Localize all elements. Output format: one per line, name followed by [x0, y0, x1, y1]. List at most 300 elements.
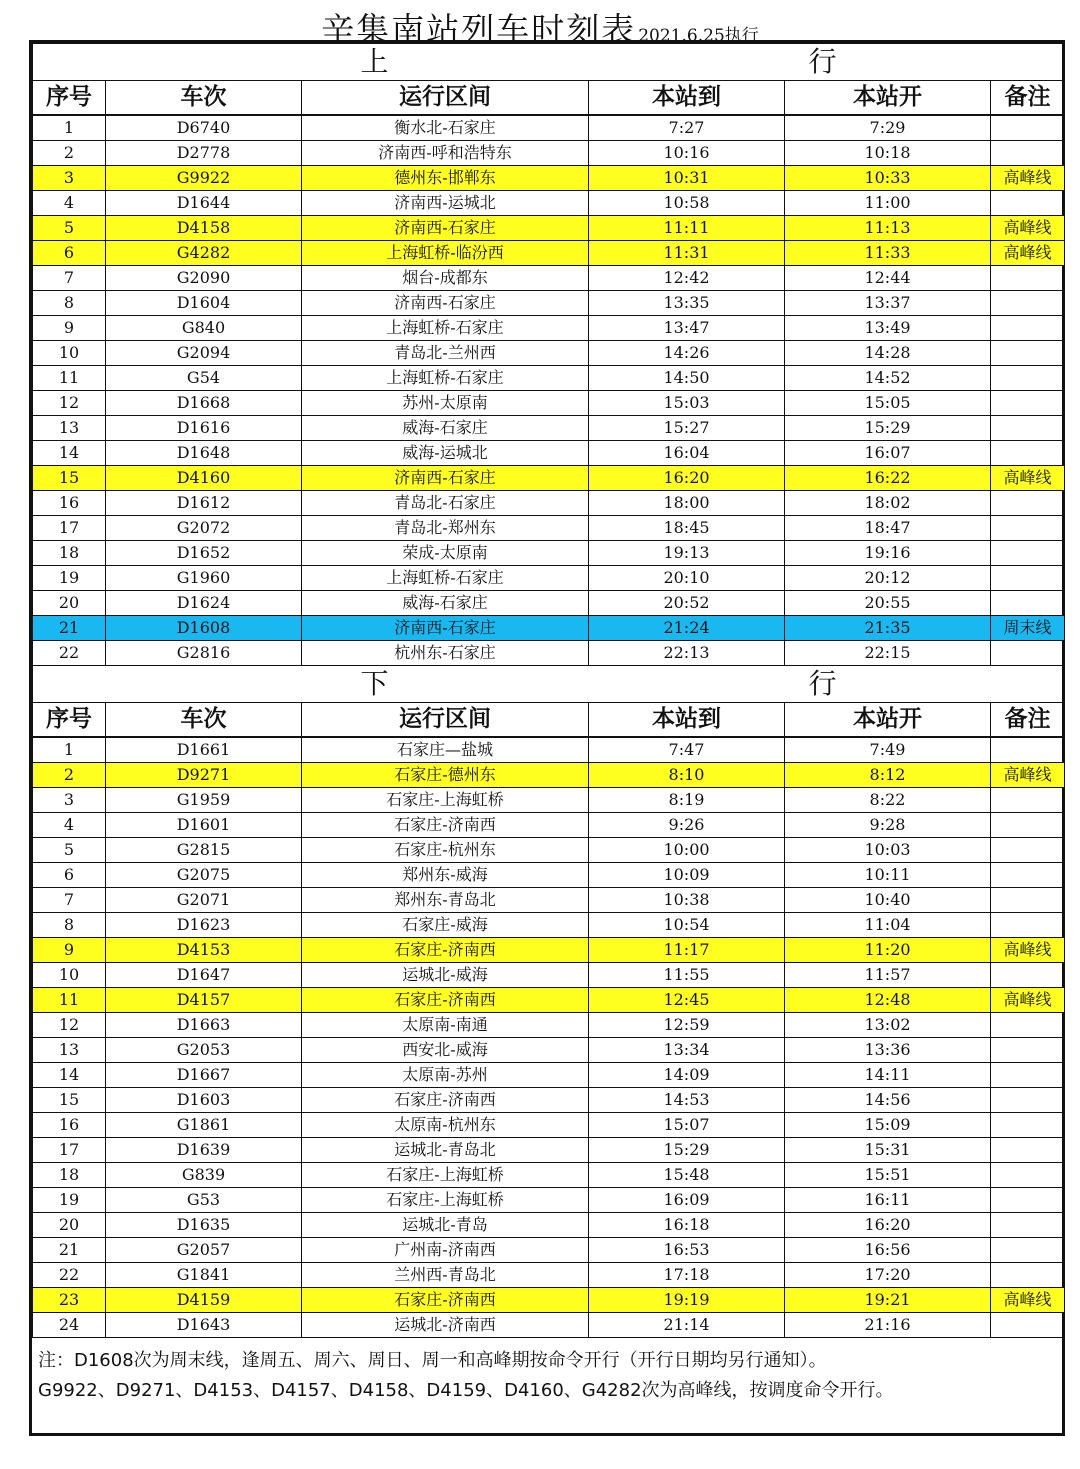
- table-row: [33, 988, 1065, 1013]
- departure-time: 10:18: [785, 141, 991, 166]
- remark: [991, 1238, 1065, 1263]
- route: 西安北-威海: [302, 1038, 589, 1063]
- arrival-time: 15:48: [589, 1163, 785, 1188]
- remark: 高峰线: [991, 988, 1065, 1013]
- remark: [991, 1113, 1065, 1138]
- arrival-time: 18:00: [589, 491, 785, 516]
- remark: [991, 1138, 1065, 1163]
- table-row: [33, 166, 1065, 191]
- departure-time: 13:49: [785, 316, 991, 341]
- departure-time: 13:37: [785, 291, 991, 316]
- footnote-line-2: G9922、D9271、D4153、D4157、D4158、D4159、D4160、G4282次为高峰线，按调度命令开行。: [38, 1380, 894, 1401]
- train-number: D4153: [106, 938, 302, 963]
- arrival-time: 14:53: [589, 1088, 785, 1113]
- departure-time: 15:05: [785, 391, 991, 416]
- arrival-time: 7:27: [589, 115, 785, 141]
- train-number: G1960: [106, 566, 302, 591]
- route: 石家庄-杭州东: [302, 838, 589, 863]
- down-direction-label: [33, 666, 1065, 703]
- down-direction-row: [33, 666, 1065, 703]
- arrival-time: 10:00: [589, 838, 785, 863]
- row-number: 1: [33, 737, 106, 763]
- row-number: 16: [33, 491, 106, 516]
- train-number: G2071: [106, 888, 302, 913]
- arrival-time: 19:13: [589, 541, 785, 566]
- arrival-time: 11:11: [589, 216, 785, 241]
- departure-time: 11:20: [785, 938, 991, 963]
- arrival-time: 19:19: [589, 1288, 785, 1313]
- row-number: 4: [33, 813, 106, 838]
- row-number: 6: [33, 241, 106, 266]
- up-header-row: [33, 81, 1065, 116]
- down-label-left: 下: [360, 667, 389, 700]
- remark: [991, 366, 1065, 391]
- train-number: D1635: [106, 1213, 302, 1238]
- route: 荣成-太原南: [302, 541, 589, 566]
- route: 上海虹桥-石家庄: [302, 366, 589, 391]
- departure-time: 15:29: [785, 416, 991, 441]
- arrival-time: 10:54: [589, 913, 785, 938]
- train-number: G2075: [106, 863, 302, 888]
- remark: [991, 1188, 1065, 1213]
- header-arrive: 本站到: [589, 81, 785, 116]
- arrival-time: 14:26: [589, 341, 785, 366]
- departure-time: 16:11: [785, 1188, 991, 1213]
- remark: [991, 813, 1065, 838]
- departure-time: 11:33: [785, 241, 991, 266]
- train-number: D4160: [106, 466, 302, 491]
- remark: [991, 1163, 1065, 1188]
- route: 太原南-苏州: [302, 1063, 589, 1088]
- remark: [991, 291, 1065, 316]
- row-number: 22: [33, 641, 106, 666]
- remark: [991, 591, 1065, 616]
- train-number: G4282: [106, 241, 302, 266]
- up-label-left: 上: [360, 45, 389, 78]
- route: 烟台-成都东: [302, 266, 589, 291]
- table-row: [33, 888, 1065, 913]
- route: 石家庄-济南西: [302, 813, 589, 838]
- arrival-time: 16:09: [589, 1188, 785, 1213]
- route: 威海-石家庄: [302, 416, 589, 441]
- train-number: G1959: [106, 788, 302, 813]
- row-number: 13: [33, 1038, 106, 1063]
- row-number: 4: [33, 191, 106, 216]
- arrival-time: 14:09: [589, 1063, 785, 1088]
- header-train: 车次: [106, 703, 302, 738]
- row-number: 3: [33, 166, 106, 191]
- table-row: [33, 963, 1065, 988]
- table-row: [33, 1113, 1065, 1138]
- arrival-time: 9:26: [589, 813, 785, 838]
- departure-time: 15:09: [785, 1113, 991, 1138]
- timetable: [32, 43, 1065, 1338]
- arrival-time: 15:07: [589, 1113, 785, 1138]
- row-number: 11: [33, 366, 106, 391]
- row-number: 24: [33, 1313, 106, 1338]
- route: 青岛北-石家庄: [302, 491, 589, 516]
- train-number: D6740: [106, 115, 302, 141]
- route: 石家庄—盐城: [302, 737, 589, 763]
- train-number: G9922: [106, 166, 302, 191]
- route: 威海-运城北: [302, 441, 589, 466]
- train-number: G2090: [106, 266, 302, 291]
- arrival-time: 12:59: [589, 1013, 785, 1038]
- route: 衡水北-石家庄: [302, 115, 589, 141]
- table-row: [33, 641, 1065, 666]
- table-row: [33, 241, 1065, 266]
- departure-time: 18:02: [785, 491, 991, 516]
- train-number: D1667: [106, 1063, 302, 1088]
- route: 济南西-运城北: [302, 191, 589, 216]
- remark: [991, 1213, 1065, 1238]
- row-number: 10: [33, 341, 106, 366]
- route: 太原南-杭州东: [302, 1113, 589, 1138]
- table-row: [33, 366, 1065, 391]
- arrival-time: 11:55: [589, 963, 785, 988]
- train-number: G2057: [106, 1238, 302, 1263]
- arrival-time: 15:29: [589, 1138, 785, 1163]
- departure-time: 12:48: [785, 988, 991, 1013]
- train-number: D1612: [106, 491, 302, 516]
- remark: [991, 316, 1065, 341]
- train-number: G54: [106, 366, 302, 391]
- header-remark: 备注: [991, 81, 1065, 116]
- route: 广州南-济南西: [302, 1238, 589, 1263]
- train-number: G1861: [106, 1113, 302, 1138]
- arrival-time: 16:20: [589, 466, 785, 491]
- remark: 高峰线: [991, 1288, 1065, 1313]
- remark: [991, 838, 1065, 863]
- remark: [991, 788, 1065, 813]
- arrival-time: 11:31: [589, 241, 785, 266]
- row-number: 6: [33, 863, 106, 888]
- table-row: [33, 838, 1065, 863]
- route: 上海虹桥-临汾西: [302, 241, 589, 266]
- table-row: [33, 616, 1065, 641]
- train-number: D1639: [106, 1138, 302, 1163]
- table-row: [33, 191, 1065, 216]
- route: 郑州东-威海: [302, 863, 589, 888]
- route: 济南西-石家庄: [302, 216, 589, 241]
- remark: [991, 1313, 1065, 1338]
- route: 青岛北-兰州西: [302, 341, 589, 366]
- row-number: 14: [33, 1063, 106, 1088]
- departure-time: 11:13: [785, 216, 991, 241]
- route: 石家庄-济南西: [302, 1088, 589, 1113]
- remark: [991, 391, 1065, 416]
- departure-time: 17:20: [785, 1263, 991, 1288]
- row-number: 7: [33, 888, 106, 913]
- header-depart: 本站开: [785, 81, 991, 116]
- row-number: 5: [33, 838, 106, 863]
- table-row: [33, 516, 1065, 541]
- arrival-time: 15:03: [589, 391, 785, 416]
- table-row: [33, 1263, 1065, 1288]
- row-number: 2: [33, 763, 106, 788]
- train-number: G2815: [106, 838, 302, 863]
- train-number: D1624: [106, 591, 302, 616]
- route: 石家庄-上海虹桥: [302, 788, 589, 813]
- departure-time: 13:36: [785, 1038, 991, 1063]
- remark: [991, 141, 1065, 166]
- route: 济南西-石家庄: [302, 616, 589, 641]
- arrival-time: 21:24: [589, 616, 785, 641]
- remark: [991, 341, 1065, 366]
- departure-time: 8:12: [785, 763, 991, 788]
- row-number: 15: [33, 466, 106, 491]
- remark: [991, 115, 1065, 141]
- remark: [991, 1263, 1065, 1288]
- remark: [991, 641, 1065, 666]
- route: 运城北-济南西: [302, 1313, 589, 1338]
- departure-time: 16:22: [785, 466, 991, 491]
- row-number: 21: [33, 1238, 106, 1263]
- departure-time: 21:16: [785, 1313, 991, 1338]
- title-text: 辛集南站列车时刻表: [321, 10, 637, 49]
- remark: [991, 441, 1065, 466]
- train-number: D1608: [106, 616, 302, 641]
- header-route: 运行区间: [302, 81, 589, 116]
- departure-time: 14:56: [785, 1088, 991, 1113]
- row-number: 9: [33, 938, 106, 963]
- arrival-time: 7:47: [589, 737, 785, 763]
- row-number: 2: [33, 141, 106, 166]
- train-number: D1648: [106, 441, 302, 466]
- arrival-time: 8:19: [589, 788, 785, 813]
- remark: 高峰线: [991, 241, 1065, 266]
- train-number: D9271: [106, 763, 302, 788]
- arrival-time: 17:18: [589, 1263, 785, 1288]
- arrival-time: 12:45: [589, 988, 785, 1013]
- arrival-time: 13:35: [589, 291, 785, 316]
- departure-time: 19:21: [785, 1288, 991, 1313]
- train-number: G840: [106, 316, 302, 341]
- table-row: [33, 591, 1065, 616]
- table-row: [33, 416, 1065, 441]
- row-number: 18: [33, 541, 106, 566]
- route: 德州东-邯郸东: [302, 166, 589, 191]
- arrival-time: 16:53: [589, 1238, 785, 1263]
- route: 运城北-青岛北: [302, 1138, 589, 1163]
- row-number: 23: [33, 1288, 106, 1313]
- table-row: [33, 566, 1065, 591]
- departure-time: 7:49: [785, 737, 991, 763]
- departure-time: 16:56: [785, 1238, 991, 1263]
- table-row: [33, 115, 1065, 141]
- departure-time: 10:33: [785, 166, 991, 191]
- remark: [991, 191, 1065, 216]
- up-direction-label: [33, 44, 1065, 81]
- row-number: 9: [33, 316, 106, 341]
- train-number: D1603: [106, 1088, 302, 1113]
- train-number: D4157: [106, 988, 302, 1013]
- table-row: [33, 1313, 1065, 1338]
- remark: 周末线: [991, 616, 1065, 641]
- arrival-time: 8:10: [589, 763, 785, 788]
- departure-time: 10:40: [785, 888, 991, 913]
- route: 运城北-青岛: [302, 1213, 589, 1238]
- row-number: 12: [33, 1013, 106, 1038]
- row-number: 3: [33, 788, 106, 813]
- up-label-right: 行: [808, 45, 837, 78]
- remark: [991, 541, 1065, 566]
- remark: [991, 888, 1065, 913]
- row-number: 8: [33, 913, 106, 938]
- page-title: [0, 4, 1080, 49]
- train-number: D1647: [106, 963, 302, 988]
- arrival-time: 15:27: [589, 416, 785, 441]
- effective-date: 2021.6.25执行: [638, 26, 759, 46]
- route: 石家庄-济南西: [302, 1288, 589, 1313]
- departure-time: 15:31: [785, 1138, 991, 1163]
- table-row: [33, 863, 1065, 888]
- departure-time: 16:20: [785, 1213, 991, 1238]
- table-row: [33, 341, 1065, 366]
- departure-time: 14:28: [785, 341, 991, 366]
- train-number: D4158: [106, 216, 302, 241]
- row-number: 5: [33, 216, 106, 241]
- table-row: [33, 1038, 1065, 1063]
- train-number: G2816: [106, 641, 302, 666]
- row-number: 8: [33, 291, 106, 316]
- remark: [991, 266, 1065, 291]
- arrival-time: 16:18: [589, 1213, 785, 1238]
- header-no: 序号: [33, 703, 106, 738]
- down-section: [33, 666, 1065, 1338]
- row-number: 17: [33, 1138, 106, 1163]
- train-number: D1643: [106, 1313, 302, 1338]
- train-number: D1661: [106, 737, 302, 763]
- table-row: [33, 1288, 1065, 1313]
- arrival-time: 20:10: [589, 566, 785, 591]
- arrival-time: 20:52: [589, 591, 785, 616]
- table-row: [33, 291, 1065, 316]
- route: 苏州-太原南: [302, 391, 589, 416]
- route: 石家庄-德州东: [302, 763, 589, 788]
- down-header-row: [33, 703, 1065, 738]
- train-number: D1668: [106, 391, 302, 416]
- arrival-time: 22:13: [589, 641, 785, 666]
- header-arrive: 本站到: [589, 703, 785, 738]
- departure-time: 21:35: [785, 616, 991, 641]
- arrival-time: 10:31: [589, 166, 785, 191]
- row-number: 7: [33, 266, 106, 291]
- remark: 高峰线: [991, 763, 1065, 788]
- train-number: D1663: [106, 1013, 302, 1038]
- table-row: [33, 1163, 1065, 1188]
- remark: [991, 416, 1065, 441]
- row-number: 10: [33, 963, 106, 988]
- header-no: 序号: [33, 81, 106, 116]
- table-row: [33, 737, 1065, 763]
- train-number: D1616: [106, 416, 302, 441]
- table-row: [33, 1013, 1065, 1038]
- route: 上海虹桥-石家庄: [302, 316, 589, 341]
- route: 上海虹桥-石家庄: [302, 566, 589, 591]
- row-number: 11: [33, 988, 106, 1013]
- train-number: G1841: [106, 1263, 302, 1288]
- remark: [991, 1013, 1065, 1038]
- table-row: [33, 216, 1065, 241]
- table-row: [33, 1063, 1065, 1088]
- route: 石家庄-威海: [302, 913, 589, 938]
- table-row: [33, 1088, 1065, 1113]
- remark: [991, 1038, 1065, 1063]
- train-number: D1604: [106, 291, 302, 316]
- table-row: [33, 441, 1065, 466]
- remark: [991, 737, 1065, 763]
- up-section: [33, 44, 1065, 666]
- remark: 高峰线: [991, 166, 1065, 191]
- route: 郑州东-青岛北: [302, 888, 589, 913]
- train-number: G2094: [106, 341, 302, 366]
- remark: [991, 963, 1065, 988]
- departure-time: 19:16: [785, 541, 991, 566]
- table-row: [33, 141, 1065, 166]
- departure-time: 15:51: [785, 1163, 991, 1188]
- header-train: 车次: [106, 81, 302, 116]
- table-row: [33, 763, 1065, 788]
- arrival-time: 13:34: [589, 1038, 785, 1063]
- train-number: G53: [106, 1188, 302, 1213]
- departure-time: 11:04: [785, 913, 991, 938]
- up-direction-row: [33, 44, 1065, 81]
- departure-time: 20:12: [785, 566, 991, 591]
- table-row: [33, 1238, 1065, 1263]
- row-number: 1: [33, 115, 106, 141]
- table-row: [33, 788, 1065, 813]
- remark: 高峰线: [991, 938, 1065, 963]
- arrival-time: 12:42: [589, 266, 785, 291]
- table-row: [33, 938, 1065, 963]
- header-depart: 本站开: [785, 703, 991, 738]
- train-number: D1601: [106, 813, 302, 838]
- route: 威海-石家庄: [302, 591, 589, 616]
- arrival-time: 13:47: [589, 316, 785, 341]
- train-number: D1623: [106, 913, 302, 938]
- row-number: 18: [33, 1163, 106, 1188]
- table-row: [33, 1188, 1065, 1213]
- departure-time: 11:57: [785, 963, 991, 988]
- departure-time: 13:02: [785, 1013, 991, 1038]
- route: 兰州西-青岛北: [302, 1263, 589, 1288]
- row-number: 13: [33, 416, 106, 441]
- header-remark: 备注: [991, 703, 1065, 738]
- arrival-time: 21:14: [589, 1313, 785, 1338]
- row-number: 21: [33, 616, 106, 641]
- route: 石家庄-济南西: [302, 988, 589, 1013]
- row-number: 19: [33, 1188, 106, 1213]
- table-row: [33, 541, 1065, 566]
- departure-time: 10:03: [785, 838, 991, 863]
- remark: [991, 1088, 1065, 1113]
- arrival-time: 11:17: [589, 938, 785, 963]
- remark: [991, 913, 1065, 938]
- route: 杭州东-石家庄: [302, 641, 589, 666]
- table-row: [33, 1138, 1065, 1163]
- departure-time: 7:29: [785, 115, 991, 141]
- train-number: G2072: [106, 516, 302, 541]
- footnote-line-1: 注：D1608次为周末线，逢周五、周六、周日、周一和高峰期按命令开行（开行日期均另行通知）。: [38, 1350, 827, 1371]
- row-number: 22: [33, 1263, 106, 1288]
- timetable-frame: [29, 40, 1065, 1436]
- row-number: 17: [33, 516, 106, 541]
- table-row: [33, 913, 1065, 938]
- departure-time: 16:07: [785, 441, 991, 466]
- departure-time: 22:15: [785, 641, 991, 666]
- route: 运城北-威海: [302, 963, 589, 988]
